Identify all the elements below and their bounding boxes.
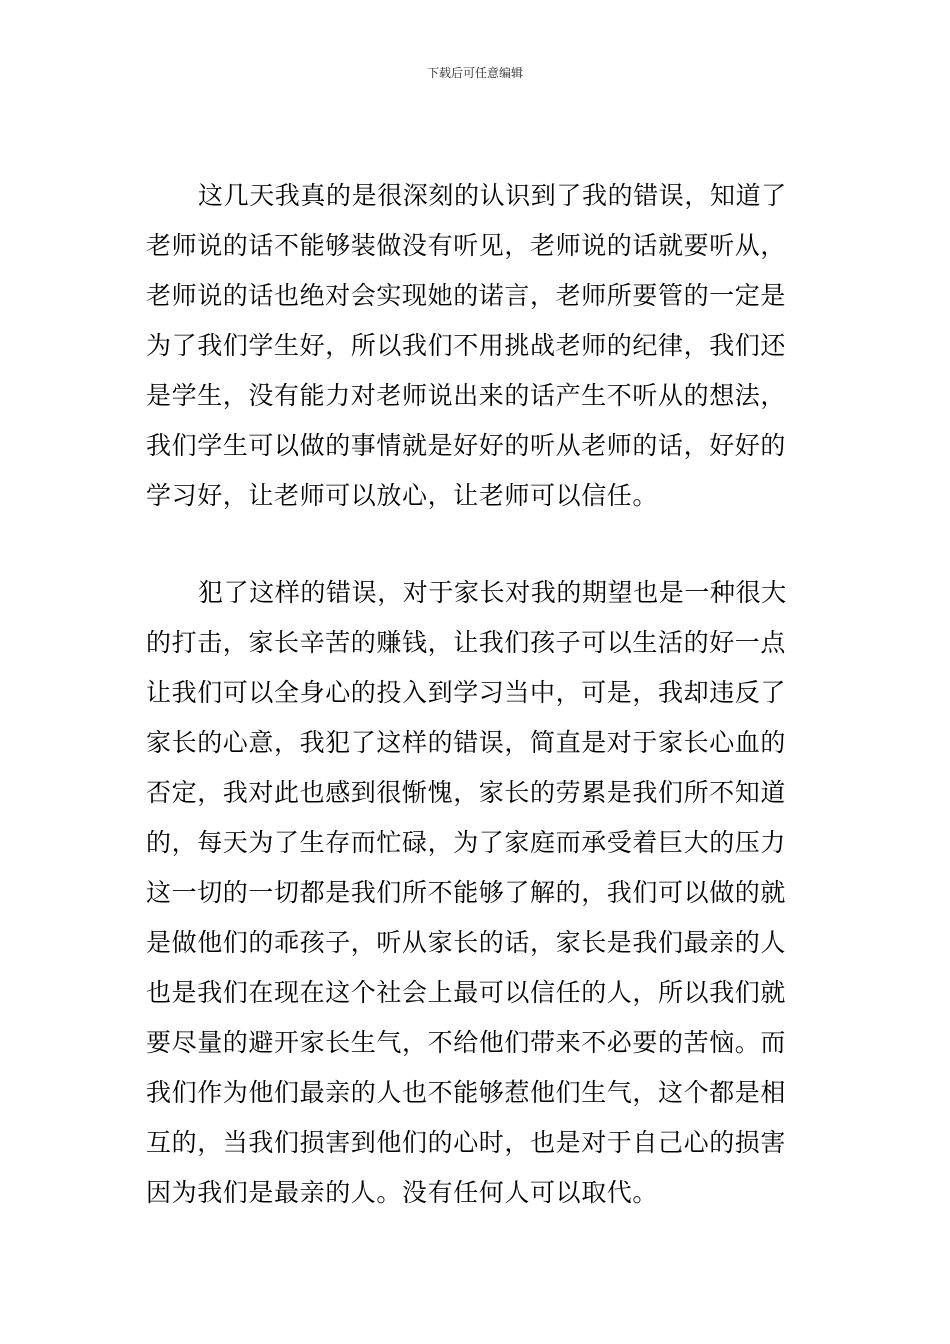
paragraph-line: 互的，当我们损害到他们的心时，也是对于自己心的损害 (146, 1128, 787, 1157)
paragraph-line: 为了我们学生好，所以我们不用挑战老师的纪律，我们还 (146, 331, 787, 360)
paragraph-line: 老师说的话也绝对会实现她的诺言，老师所要管的一定是 (146, 281, 787, 310)
paragraph-line: 的打击，家长辛苦的赚钱，让我们孩子可以生活的好一点 (146, 628, 787, 657)
paragraph-line: 否定，我对此也感到很惭愧，家长的劳累是我们所不知道 (146, 778, 787, 807)
paragraph-line: 也是我们在现在这个社会上最可以信任的人，所以我们就 (146, 978, 787, 1007)
paragraph-line: 的，每天为了生存而忙碌，为了家庭而承受着巨大的压力 (146, 828, 787, 857)
paragraph-line: 犯了这样的错误，对于家长对我的期望也是一种很大 (198, 578, 787, 607)
paragraph-line: 是做他们的乖孩子，听从家长的话，家长是我们最亲的人 (146, 928, 787, 957)
paragraph-line: 要尽量的避开家长生气，不给他们带来不必要的苦恼。而 (146, 1028, 787, 1057)
paragraph-line: 学习好，让老师可以放心，让老师可以信任。 (146, 481, 659, 510)
paragraph-line: 让我们可以全身心的投入到学习当中，可是，我却违反了 (146, 678, 787, 707)
paragraph-line: 我们学生可以做的事情就是好好的听从老师的话，好好的 (146, 431, 787, 460)
paragraph-line: 我们作为他们最亲的人也不能够惹他们生气，这个都是相 (146, 1078, 787, 1107)
body-paragraph-1 (146, 171, 816, 521)
paragraph-line: 这几天我真的是很深刻的认识到了我的错误，知道了 (198, 181, 787, 210)
paragraph-line: 因为我们是最亲的人。没有任何人可以取代。 (146, 1178, 659, 1207)
paragraph-line: 家长的心意，我犯了这样的错误，简直是对于家长心血的 (146, 728, 787, 757)
paragraph-line: 这一切的一切都是我们所不能够了解的，我们可以做的就 (146, 878, 787, 907)
paragraph-line: 老师说的话不能够装做没有听见，老师说的话就要听从， (146, 231, 787, 260)
page-header: 下载后可任意编辑 (426, 66, 523, 80)
body-paragraph-2 (146, 568, 816, 1218)
paragraph-line: 是学生，没有能力对老师说出来的话产生不听从的想法， (146, 381, 787, 410)
